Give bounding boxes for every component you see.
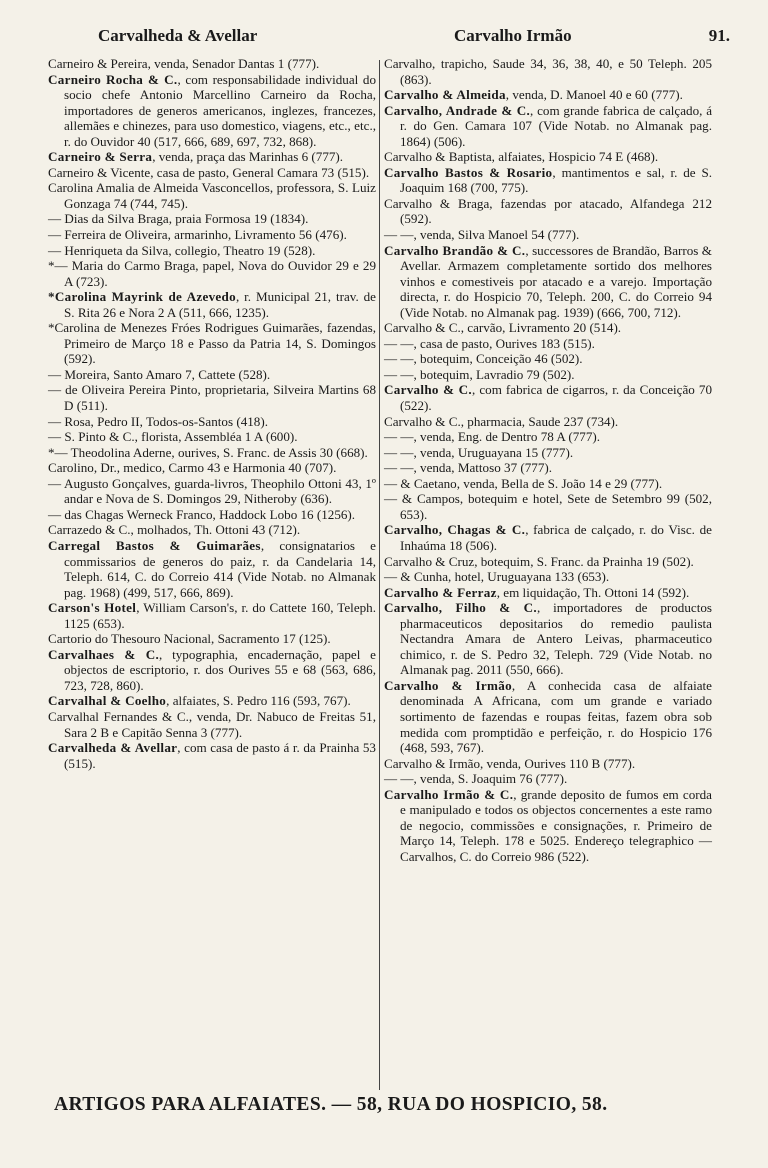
directory-entry — [384, 56, 712, 87]
entry-name: Carvalho & Almeida — [384, 87, 506, 103]
entry-details: , professora, S. Luiz Gonzaga 74 (744, 745). — [64, 180, 376, 211]
entry-name: — & Cunha — [384, 569, 449, 585]
entry-name: — Augusto Gonçalves — [48, 475, 168, 491]
entry-details: , guarda-livros, Theophilo Ottoni 43, 1º andar e Nova de S. Domingos 29, Nitheroby (636). — [64, 475, 376, 507]
entry-details: , grande deposito de fumos em corda e manipulado e todos os objectos concernentes a este ramo de negocio, commissões e consignações, r. Primeiro de Março 14, Teleph. 178 e 5025. Endereço telegraphico —Carvalhos, C. do Correio 986 (522). — [400, 786, 712, 864]
entry-name: Carrazedo & C. — [48, 522, 131, 538]
entry-name: Carolina Amalia de Almeida Vasconcellos — [48, 180, 270, 196]
entry-details: , alfaiates, Hospicio 74 E (468). — [491, 149, 659, 165]
entry-details: , botequim, S. Franc. da Prainha 19 (502). — [474, 553, 694, 569]
directory-entry — [48, 522, 376, 538]
directory-entry — [48, 227, 376, 243]
entry-details: , venda, praça das Marinhas 6 (777). — [152, 149, 344, 165]
entry-details: , proprietaria, Silveira Martins 68 D (511). — [64, 382, 376, 414]
entry-details: , com responsabilidade individual do socio chefe Antonio Marcellino Carneiro da Rocha, importadores de generos americanos, inglezes, francezes, allemães e chinezes, para uso domestico, viagens, etc., etc., r. do Ouvidor 40 (517, 666, 689, 697, 732, 868). — [64, 71, 376, 149]
entry-details: , ourives, S. Franc. de Assis 30 (668). — [171, 444, 368, 460]
entry-name: Carneiro & Serra — [48, 149, 153, 165]
directory-entry — [384, 522, 712, 553]
left-column — [48, 56, 376, 771]
entry-name: — das Chagas Werneck Franco — [48, 506, 213, 522]
entry-name: Carneiro & Pereira — [48, 56, 148, 71]
page-number: 91. — [708, 26, 730, 45]
entry-name: Cartorio do Thesouro Nacional — [48, 631, 212, 647]
entry-details: , casa de pasto, General Camara 73 (515). — [150, 164, 370, 180]
entry-details: , venda, Uruguayana 15 (777). — [413, 444, 574, 460]
directory-entry — [384, 600, 712, 678]
directory-entry — [48, 56, 376, 72]
entry-details: , medico, Carmo 43 e Harmonia 40 (707). — [116, 460, 337, 476]
entry-details: , venda, Ourives 110 B (777). — [480, 755, 636, 771]
directory-entry — [384, 445, 712, 461]
entry-name: Carvalho Brandão & C. — [384, 242, 526, 258]
directory-entry — [48, 507, 376, 523]
directory-entry — [384, 771, 712, 787]
directory-entry — [384, 320, 712, 336]
entry-details: , com grande fabrica de calçado, á r. do Gen. Camara 107 (Vide Notab. no Almanak pag. 1864) (506). — [400, 102, 712, 149]
directory-entry — [48, 165, 376, 181]
entry-details: , venda, Senador Dantas 1 (777). — [147, 56, 320, 71]
directory-entry — [384, 787, 712, 865]
right-column — [384, 56, 712, 864]
entry-name: — — — [384, 444, 414, 460]
entry-name: Carvalhaes & C. — [48, 646, 160, 662]
directory-entry — [48, 538, 376, 600]
directory-entry — [48, 289, 376, 320]
directory-entry — [384, 103, 712, 150]
directory-entry — [384, 756, 712, 772]
entry-details: , successores de Brandão, Barros & Avellar. Armazem completamente sortido dos melhores vinhos e comestiveis por atacado e a varejo. Importação directa, r. do Hospicio 70, Teleph. 200, C. do Correio 94 (Vide Notab. no Almanak pag. 1939) (666, 700, 712). — [400, 242, 712, 320]
directory-entry — [48, 740, 376, 771]
directory-entry — [48, 180, 376, 211]
directory-entry — [384, 585, 712, 601]
entry-details: , venda, Bella de S. João 14 e 29 (777). — [456, 475, 663, 491]
directory-entry — [384, 554, 712, 570]
entry-name: — — — [384, 335, 414, 351]
entry-name: Carvalho & C. — [384, 382, 473, 398]
entry-name: Carvalho & Irmão — [384, 755, 480, 771]
entry-name: *Carolina de Menezes Fróes Rodrigues Guimarães — [48, 320, 320, 336]
directory-entry — [384, 227, 712, 243]
entry-details: , venda, D. Manoel 40 e 60 (777). — [505, 87, 683, 103]
directory-entry — [48, 647, 376, 694]
entry-name: — Henriqueta da Silva — [48, 242, 169, 258]
directory-entry — [48, 149, 376, 165]
entry-details: , florista, Assembléa 1 A (600). — [134, 429, 298, 445]
entry-name: Carvalho, Filho & C. — [384, 600, 538, 616]
entry-name: Carvalho & Braga — [384, 195, 490, 211]
entry-name: — — — [384, 351, 414, 367]
entry-name: Carolino, Dr. — [48, 460, 117, 476]
entry-details: , trapicho, Saude 34, 36, 38, 40, e 50 Teleph. 205 (863). — [400, 56, 712, 87]
entry-details: , fazendas por atacado, Alfandega 212 (592). — [400, 195, 712, 227]
directory-entry — [384, 382, 712, 413]
entry-name: — de Oliveira Pereira Pinto — [48, 382, 198, 398]
directory-entry — [384, 196, 712, 227]
entry-details: , molhados, Th. Ottoni 43 (712). — [130, 522, 301, 538]
entry-name: — & Caetano — [384, 475, 457, 491]
entry-name: — S. Pinto & C. — [48, 429, 135, 445]
directory-entry — [48, 600, 376, 631]
entry-details: , papel, Nova do Ouvidor 29 e 29 A (723). — [64, 258, 376, 289]
entry-details: , fabrica de calçado, r. do Visc. de Inhaúma 18 (506). — [400, 522, 712, 553]
entry-details: , em liquidação, Th. Ottoni 14 (592). — [496, 584, 690, 600]
directory-entry — [384, 569, 712, 585]
directory-entry — [384, 336, 712, 352]
directory-entry — [48, 693, 376, 709]
entry-details: , venda, S. Joaquim 76 (777). — [413, 771, 568, 787]
entry-name: Carvalhal Fernandes & C. — [48, 708, 189, 724]
entry-name: Carvalho, Andrade & C. — [384, 102, 531, 118]
entry-details: , alfaiates, S. Pedro 116 (593, 767). — [166, 693, 351, 709]
entry-details: , importadores de productos pharmaceuticos depositarios do remedio paulista Nectandra Amara de Antero Leivas, pharmaceutico chimico, r. de S. Pedro 32, Teleph. 729 (Vide Notab. no Almanak pag. 2011 (550, 666). — [400, 600, 712, 678]
directory-entry — [384, 149, 712, 165]
directory-entry — [48, 243, 376, 259]
entry-details: , fazendas, Primeiro de Março 18 e Passo da Patria 14, S. Domingos (592). — [64, 320, 376, 367]
entry-name: — Dias da Silva Braga — [48, 211, 169, 227]
entry-details: , praia Formosa 19 (1834). — [168, 211, 309, 227]
entry-details: , collegio, Theatro 19 (528). — [168, 242, 316, 258]
entry-details: , consignatarios e commissarios de generos do paiz, r. da Candelaria 14, Teleph. 614, C. do Correio 414 (Vide Notab. no Almanak pag. 1968) (499, 517, 666, 869). — [64, 537, 376, 600]
directory-entry — [384, 367, 712, 383]
footer-advert-text: ARTIGOS PARA ALFAIATES. — 58, RUA DO HOSPICIO, 58. — [54, 1094, 608, 1115]
header-right-running-title: Carvalho Irmão — [454, 26, 572, 45]
directory-entry — [48, 631, 376, 647]
directory-entry — [384, 678, 712, 756]
entry-details: , venda, Eng. de Dentro 78 A (777). — [413, 429, 601, 445]
entry-details: , venda, Dr. Nabuco de Freitas 51, Sara 2 B e Capitão Senna 3 (777). — [64, 708, 376, 740]
entry-name: Carvalho — [384, 56, 432, 71]
entry-details: , botequim, Lavradio 79 (502). — [413, 366, 575, 382]
directory-entry — [384, 87, 712, 103]
entry-name: — & Campos — [384, 491, 460, 507]
directory-entry — [384, 460, 712, 476]
directory-entry — [48, 258, 376, 289]
entry-details: , r. Municipal 21, trav. de S. Rita 26 e Nora 2 A (511, 666, 1235). — [64, 289, 376, 320]
directory-entry — [48, 382, 376, 413]
entry-name: *— Maria do Carmo Braga — [48, 258, 196, 274]
directory-entry — [48, 211, 376, 227]
footer-advert — [54, 1094, 734, 1116]
directory-entry — [384, 243, 712, 321]
entry-name: Carneiro & Vicente — [48, 164, 151, 180]
entry-details: , Sacramento 17 (125). — [211, 631, 331, 647]
entry-name: Carvalho, Chagas & C. — [384, 522, 526, 538]
entry-name: Carson's Hotel — [48, 600, 137, 616]
entry-name: Carvalho & Cruz — [384, 553, 475, 569]
entry-name: *— Theodolina Aderne — [48, 444, 172, 460]
entry-name: Carvalho & C. — [384, 413, 461, 429]
entry-details: , armarinho, Livramento 56 (476). — [167, 227, 347, 243]
directory-entry — [48, 72, 376, 150]
entry-name: — — — [384, 429, 414, 445]
entry-name: Carvalheda & Avellar — [48, 740, 178, 756]
entry-name: — Ferreira de Oliveira — [48, 227, 168, 243]
entry-details: , Todos-os-Santos (418). — [139, 413, 268, 429]
entry-details: , Haddock Lobo 16 (1256). — [212, 506, 356, 522]
entry-name: — — — [384, 227, 414, 243]
entry-name: *Carolina Mayrink de Azevedo — [48, 289, 236, 305]
entry-name: Carregal Bastos & Guimarães — [48, 537, 261, 553]
directory-entry — [48, 414, 376, 430]
directory-entry — [48, 460, 376, 476]
directory-entry — [384, 476, 712, 492]
entry-details: , venda, Silva Manoel 54 (777). — [413, 227, 580, 243]
entry-name: Carvalho & Irmão — [384, 677, 512, 693]
entry-name: Carvalho & Baptista — [384, 149, 492, 165]
entry-details: , botequim e hotel, Sete de Setembro 99 (502, 653). — [400, 491, 713, 522]
entry-name: Carvalho Bastos & Rosario — [384, 164, 553, 180]
entry-details: , typographia, encadernação, papel e objectos de escriptorio, r. dos Ourives 55 e 68 (563, 686, 723, 728, 860). — [64, 646, 376, 693]
entry-details: , botequim, Conceição 46 (502). — [413, 351, 583, 367]
directory-entry — [384, 351, 712, 367]
entry-details: , mantimentos e sal, r. de S. Joaquim 168 (700, 775). — [400, 164, 713, 196]
entry-name: — — — [384, 366, 414, 382]
entry-name: — Moreira — [48, 366, 107, 382]
directory-entry — [384, 414, 712, 430]
directory-entry — [48, 429, 376, 445]
entry-details: , William Carson's, r. do Cattete 160, Teleph. 1125 (653). — [64, 600, 376, 631]
entry-name: Carneiro Rocha & C. — [48, 71, 178, 87]
page-header — [58, 26, 730, 54]
directory-entry — [384, 429, 712, 445]
entry-name: Carvalhal & Coelho — [48, 693, 167, 709]
directory-entry — [48, 367, 376, 383]
directory-entry — [384, 165, 712, 196]
directory-entry — [48, 320, 376, 367]
directory-entry — [48, 709, 376, 740]
directory-entry — [48, 445, 376, 461]
entry-details: , pharmacia, Saude 237 (734). — [460, 413, 619, 429]
entry-details: , com fabrica de cigarros, r. da Conceição 70 (522). — [400, 382, 712, 414]
entry-name: — Rosa, Pedro II — [48, 413, 140, 429]
directory-entry — [384, 491, 712, 522]
entry-details: , venda, Mattoso 37 (777). — [413, 460, 553, 476]
entry-name: Carvalho Irmão & C. — [384, 786, 514, 802]
entry-details: , casa de pasto, Ourives 183 (515). — [413, 335, 595, 351]
entry-name: — — — [384, 771, 414, 787]
entry-details: , carvão, Livramento 20 (514). — [460, 320, 622, 336]
entry-name: Carvalho & C. — [384, 320, 461, 336]
entry-name: — — — [384, 460, 414, 476]
entry-details: , hotel, Uruguayana 133 (653). — [448, 569, 610, 585]
entry-details: , A conhecida casa de alfaiate denominada A Africana, com um grande e variado sortimento de fazendas e roupas feitas, fazem obra sob medida com promptidão e perfeição, r. do Hospicio 176 (468, 593, 767). — [400, 677, 712, 756]
directory-entry — [48, 476, 376, 507]
header-left-running-title: Carvalheda & Avellar — [98, 26, 258, 45]
entry-details: , Santo Amaro 7, Cattete (528). — [106, 366, 271, 382]
entry-name: Carvalho & Ferraz — [384, 584, 497, 600]
column-divider — [379, 60, 380, 1090]
entry-details: , com casa de pasto á r. da Prainha 53 (515). — [64, 740, 376, 771]
